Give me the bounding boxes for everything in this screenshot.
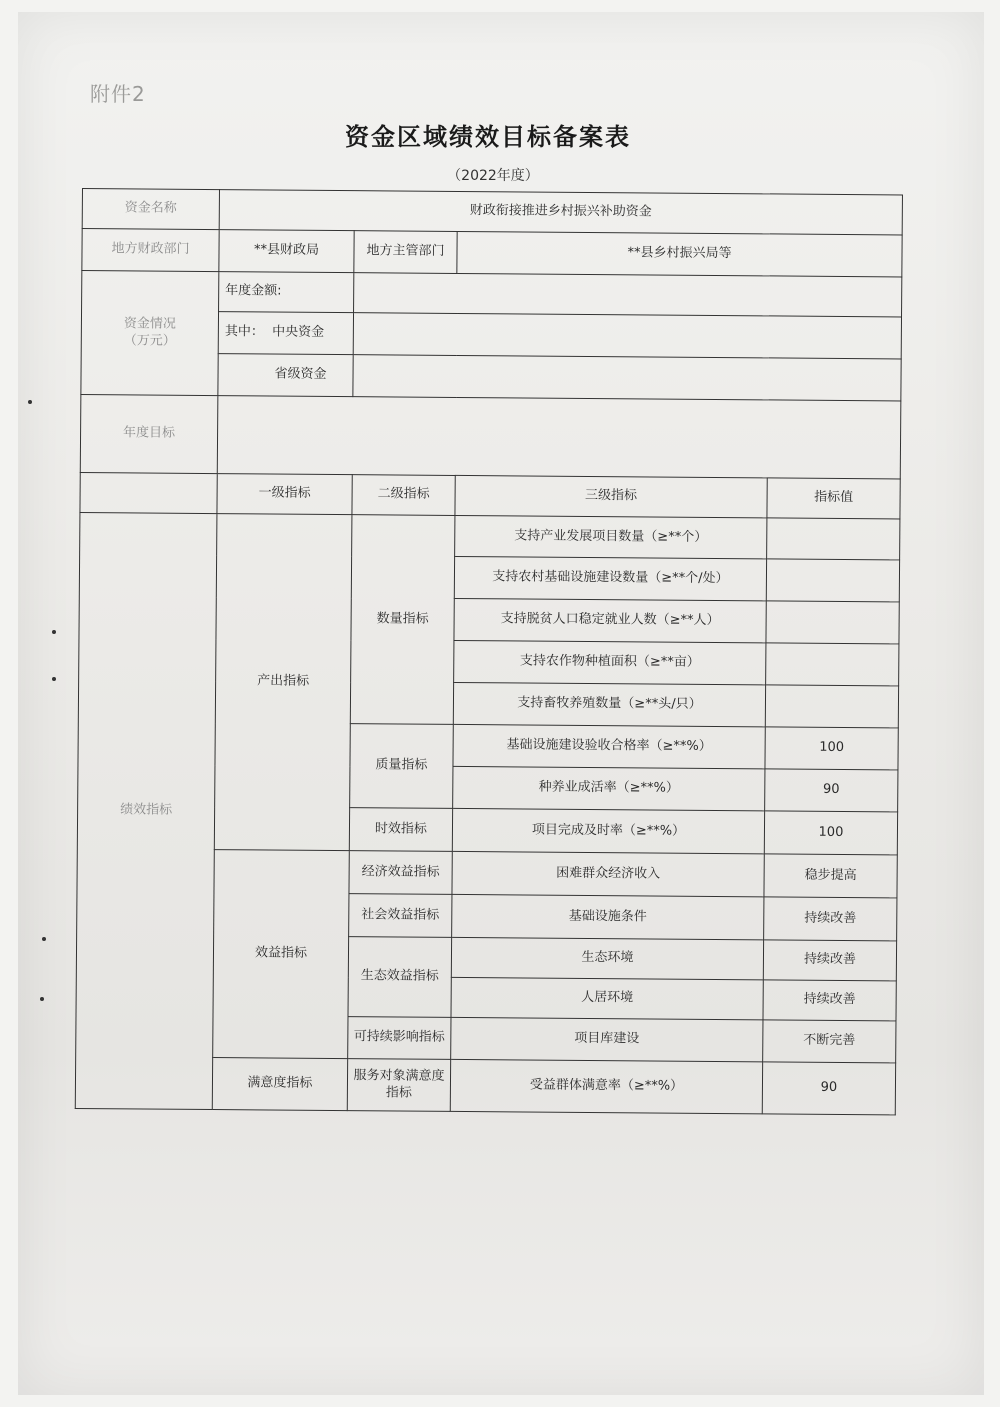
output-indicator-label: 产出指标 [214, 514, 352, 851]
annual-amount-value [354, 273, 902, 317]
indicator-name: 项目库建设 [451, 1017, 763, 1061]
indicator-name: 人居环境 [451, 977, 763, 1019]
indicator-name: 项目完成及时率（≥**%） [452, 808, 764, 853]
indicator-name: 生态环境 [451, 937, 763, 979]
local-finance-value: **县财政局 [219, 230, 354, 273]
punch-hole-mark [28, 400, 32, 404]
header-blank [80, 472, 217, 513]
punch-hole-mark [42, 937, 46, 941]
local-dept-label: 地方主管部门 [354, 231, 457, 274]
indicator-value: 100 [765, 727, 898, 770]
quality-indicator-label: 质量指标 [350, 724, 454, 809]
central-fund-value [353, 313, 901, 359]
fund-name-label: 资金名称 [82, 189, 219, 230]
social-indicator-label: 社会效益指标 [349, 894, 452, 938]
indicator-value: 持续改善 [763, 980, 896, 1021]
indicator-value: 90 [762, 1062, 895, 1115]
indicator-value: 100 [764, 811, 897, 855]
perf-indicator-label: 绩效指标 [75, 512, 217, 1109]
indicator-name: 支持农村基础设施建设数量（≥**个/处） [454, 556, 766, 600]
indicator-name: 支持畜牧养殖数量（≥**头/只） [453, 682, 765, 726]
performance-target-table [75, 188, 902, 1115]
indicator-name: 困难群众经济收入 [452, 851, 764, 896]
punch-hole-mark [52, 630, 56, 634]
indicator-value: 稳步提高 [764, 854, 897, 898]
annual-amount-label: 年度金额: [219, 272, 354, 313]
fund-name-value: 财政衔接推进乡村振兴补助资金 [219, 190, 902, 235]
header-value: 指标值 [767, 478, 900, 519]
indicator-name: 种养业成活率（≥**%） [453, 766, 765, 810]
indicator-value [765, 685, 898, 728]
local-dept-value: **县乡村振兴局等 [457, 231, 902, 276]
indicator-name: 支持脱贫人口稳定就业人数（≥**人） [454, 598, 766, 642]
timeliness-indicator-label: 时效指标 [349, 808, 452, 852]
indicator-row [80, 512, 900, 559]
indicator-header-row [80, 472, 900, 518]
annual-goal-label: 年度目标 [80, 394, 218, 473]
document-title: 资金区域绩效目标备案表 [345, 123, 631, 151]
header-level3: 三级指标 [455, 475, 767, 517]
annual-amount-row [82, 271, 902, 317]
indicator-value: 90 [765, 769, 898, 812]
ecological-indicator-label: 生态效益指标 [348, 937, 452, 1018]
indicator-value: 持续改善 [764, 897, 897, 941]
punch-hole-mark [40, 997, 44, 1001]
quantity-indicator-label: 数量指标 [350, 515, 455, 725]
central-fund-label: 其中： 中央资金 [218, 312, 353, 355]
indicator-value [767, 518, 900, 560]
indicator-value [766, 559, 899, 602]
document-page [18, 12, 984, 1395]
annual-goal-row [80, 394, 901, 478]
document-year: （2022年度） [447, 168, 539, 184]
indicator-name: 支持产业发展项目数量（≥**个） [455, 515, 767, 558]
indicator-name: 支持农作物种植面积（≥**亩） [454, 640, 766, 684]
fund-name-row [82, 189, 902, 235]
indicator-name: 基础设施建设验收合格率（≥**%） [453, 724, 765, 768]
provincial-fund-label: 省级资金 [218, 354, 353, 397]
indicator-value [766, 601, 899, 644]
indicator-value [766, 643, 899, 686]
indicator-name: 基础设施条件 [452, 894, 764, 939]
header-level1: 一级指标 [217, 474, 352, 515]
header-level2: 二级指标 [352, 475, 455, 516]
satisfaction-indicator-label: 满意度指标 [212, 1058, 347, 1111]
indicator-value: 持续改善 [763, 940, 896, 981]
provincial-fund-value [353, 355, 901, 401]
service-satisfaction-label: 服务对象满意度指标 [347, 1059, 450, 1112]
indicator-name: 受益群体满意率（≥**%） [450, 1059, 762, 1113]
punch-hole-mark [52, 677, 56, 681]
benefit-indicator-label: 效益指标 [213, 850, 350, 1059]
sustainable-indicator-label: 可持续影响指标 [348, 1017, 451, 1060]
annual-goal-value [217, 396, 901, 479]
local-finance-label: 地方财政部门 [82, 229, 219, 272]
fund-status-label: 资金情况 （万元） [81, 271, 219, 396]
indicator-value: 不断完善 [763, 1020, 896, 1063]
economic-indicator-label: 经济效益指标 [349, 851, 452, 895]
department-row [82, 229, 902, 277]
attachment-label: 附件2 [90, 82, 146, 106]
